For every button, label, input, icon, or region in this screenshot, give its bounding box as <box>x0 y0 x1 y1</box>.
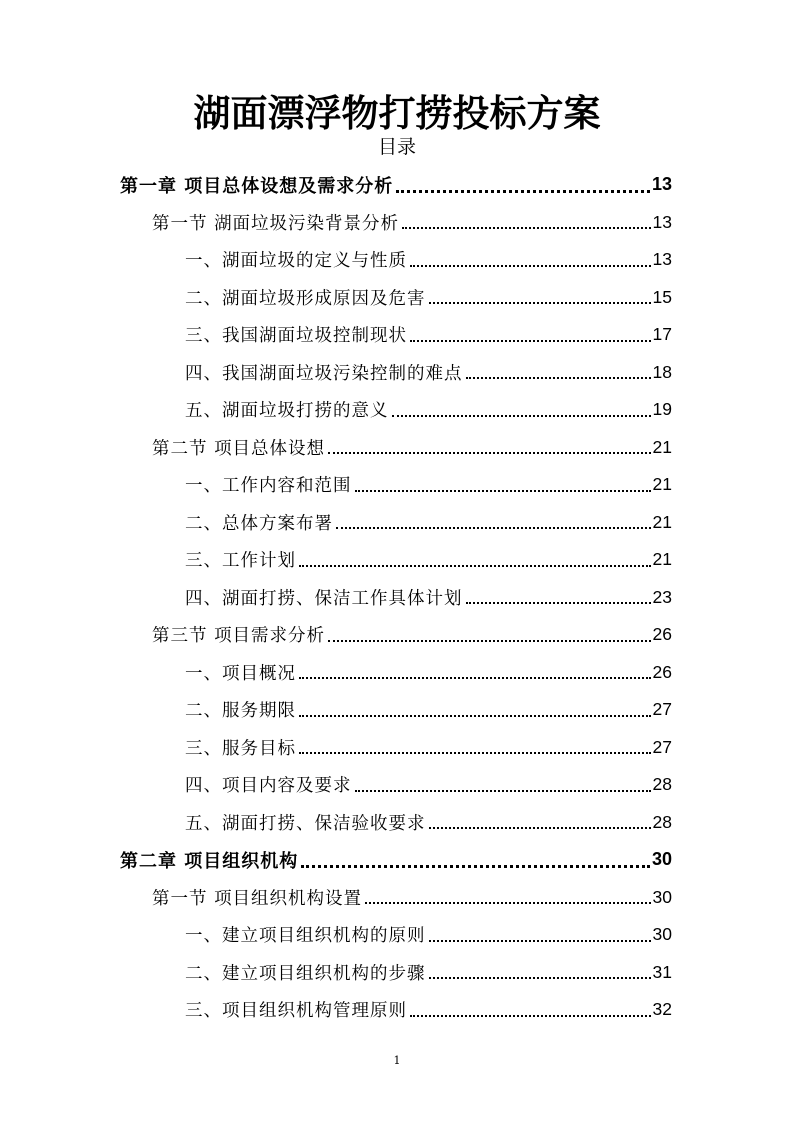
page-title: 湖面漂浮物打捞投标方案 <box>193 91 601 135</box>
toc-entry-label: 四、我国湖面垃圾污染控制的难点 <box>185 363 463 384</box>
toc-entry-page: 31 <box>652 961 672 982</box>
toc-entry-section[interactable] <box>152 879 672 917</box>
dot-leader <box>429 925 651 945</box>
toc-entry-label: 一、建立项目组织机构的原则 <box>185 926 426 947</box>
toc-entry-page: 13 <box>652 211 672 232</box>
toc-entry-item[interactable] <box>185 354 672 392</box>
toc-entry-item[interactable] <box>185 804 672 842</box>
dot-leader <box>299 550 651 570</box>
toc-entry-page: 13 <box>651 174 672 195</box>
toc-entry-item[interactable] <box>185 729 672 767</box>
toc-entry-label: 二、总体方案布署 <box>185 513 333 534</box>
toc-entry-label: 第一节 湖面垃圾污染背景分析 <box>152 213 400 234</box>
dot-leader <box>355 775 651 795</box>
toc-entry-label: 一、工作内容和范围 <box>185 476 352 497</box>
toc-entry-page: 30 <box>651 849 672 870</box>
toc-entry-page: 18 <box>652 361 672 382</box>
toc-entry-label: 三、工作计划 <box>185 551 296 572</box>
toc-entry-item[interactable] <box>185 504 672 542</box>
toc-entry-item[interactable] <box>185 241 672 279</box>
toc-entry-label: 二、服务期限 <box>185 701 296 722</box>
toc-entry-page: 17 <box>652 324 672 345</box>
toc-entry-page: 30 <box>652 886 672 907</box>
toc-heading: 目录 <box>377 136 416 158</box>
toc-entry-label: 第三节 项目需求分析 <box>152 626 326 647</box>
toc-entry-item[interactable] <box>185 391 672 429</box>
dot-leader <box>299 662 651 682</box>
toc-entry-page: 27 <box>652 736 672 757</box>
toc-entry-item[interactable] <box>185 916 672 954</box>
toc-entry-page: 28 <box>652 811 672 832</box>
toc-entry-label: 一、湖面垃圾的定义与性质 <box>185 251 407 272</box>
dot-leader <box>336 512 651 532</box>
toc-entry-label: 第一章 项目总体设想及需求分析 <box>120 175 394 197</box>
toc-entry-label: 三、服务目标 <box>185 738 296 759</box>
dot-leader <box>328 625 650 645</box>
toc-entry-page: 32 <box>652 999 672 1020</box>
toc-entry-page: 21 <box>652 511 672 532</box>
toc-entry-chapter[interactable] <box>120 166 672 204</box>
toc-entry-page: 15 <box>652 286 672 307</box>
toc-entry-label: 二、建立项目组织机构的步骤 <box>185 963 426 984</box>
toc-entry-page: 13 <box>652 249 672 270</box>
dot-leader <box>429 287 651 307</box>
toc-entry-label: 五、湖面垃圾打捞的意义 <box>185 401 389 422</box>
dot-leader <box>429 962 651 982</box>
dot-leader <box>299 737 651 757</box>
toc-entry-label: 第一节 项目组织机构设置 <box>152 888 363 909</box>
page-number: 1 <box>393 1054 401 1067</box>
toc-entry-page: 21 <box>652 549 672 570</box>
toc-entry-label: 第二节 项目总体设想 <box>152 438 326 459</box>
toc-entry-section[interactable] <box>152 429 672 467</box>
dot-leader <box>410 1000 651 1020</box>
toc-entry-page: 21 <box>652 436 672 457</box>
dot-leader <box>429 812 651 832</box>
toc-entry-section[interactable] <box>152 204 672 242</box>
toc-entry-item[interactable] <box>185 579 672 617</box>
toc-entry-item[interactable] <box>185 541 672 579</box>
toc-entry-label: 三、项目组织机构管理原则 <box>185 1001 407 1022</box>
toc-entry-item[interactable] <box>185 691 672 729</box>
toc-entry-page: 23 <box>652 586 672 607</box>
toc-entry-section[interactable] <box>152 616 672 654</box>
toc-entry-page: 27 <box>652 699 672 720</box>
dot-leader <box>396 175 650 195</box>
toc-entry-page: 28 <box>652 774 672 795</box>
toc-entry-label: 四、湖面打捞、保洁工作具体计划 <box>185 588 463 609</box>
toc-entry-page: 21 <box>652 474 672 495</box>
toc-entry-label: 四、项目内容及要求 <box>185 776 352 797</box>
toc-entry-item[interactable] <box>185 654 672 692</box>
dot-leader <box>299 700 651 720</box>
dot-leader <box>355 475 651 495</box>
toc-entry-page: 26 <box>652 661 672 682</box>
toc-entry-label: 三、我国湖面垃圾控制现状 <box>185 326 407 347</box>
toc-entry-label: 二、湖面垃圾形成原因及危害 <box>185 288 426 309</box>
dot-leader <box>410 325 651 345</box>
toc-entry-item[interactable] <box>185 466 672 504</box>
toc-entry-label: 五、湖面打捞、保洁验收要求 <box>185 813 426 834</box>
toc-entry-label: 第二章 项目组织机构 <box>120 850 299 872</box>
dot-leader <box>301 850 650 870</box>
toc-entry-page: 30 <box>652 924 672 945</box>
dot-leader <box>328 437 650 457</box>
toc-entry-item[interactable] <box>185 991 672 1029</box>
toc-entry-item[interactable] <box>185 766 672 804</box>
toc-entry-page: 26 <box>652 624 672 645</box>
dot-leader <box>365 887 650 907</box>
toc-entry-label: 一、项目概况 <box>185 663 296 684</box>
dot-leader <box>410 250 651 270</box>
toc-entry-chapter[interactable] <box>120 841 672 879</box>
toc-entry-item[interactable] <box>185 316 672 354</box>
dot-leader <box>392 400 651 420</box>
toc-entry-page: 19 <box>652 399 672 420</box>
dot-leader <box>466 362 651 382</box>
dot-leader <box>402 212 650 232</box>
toc-entry-item[interactable] <box>185 954 672 992</box>
dot-leader <box>466 587 651 607</box>
toc-entry-item[interactable] <box>185 279 672 317</box>
